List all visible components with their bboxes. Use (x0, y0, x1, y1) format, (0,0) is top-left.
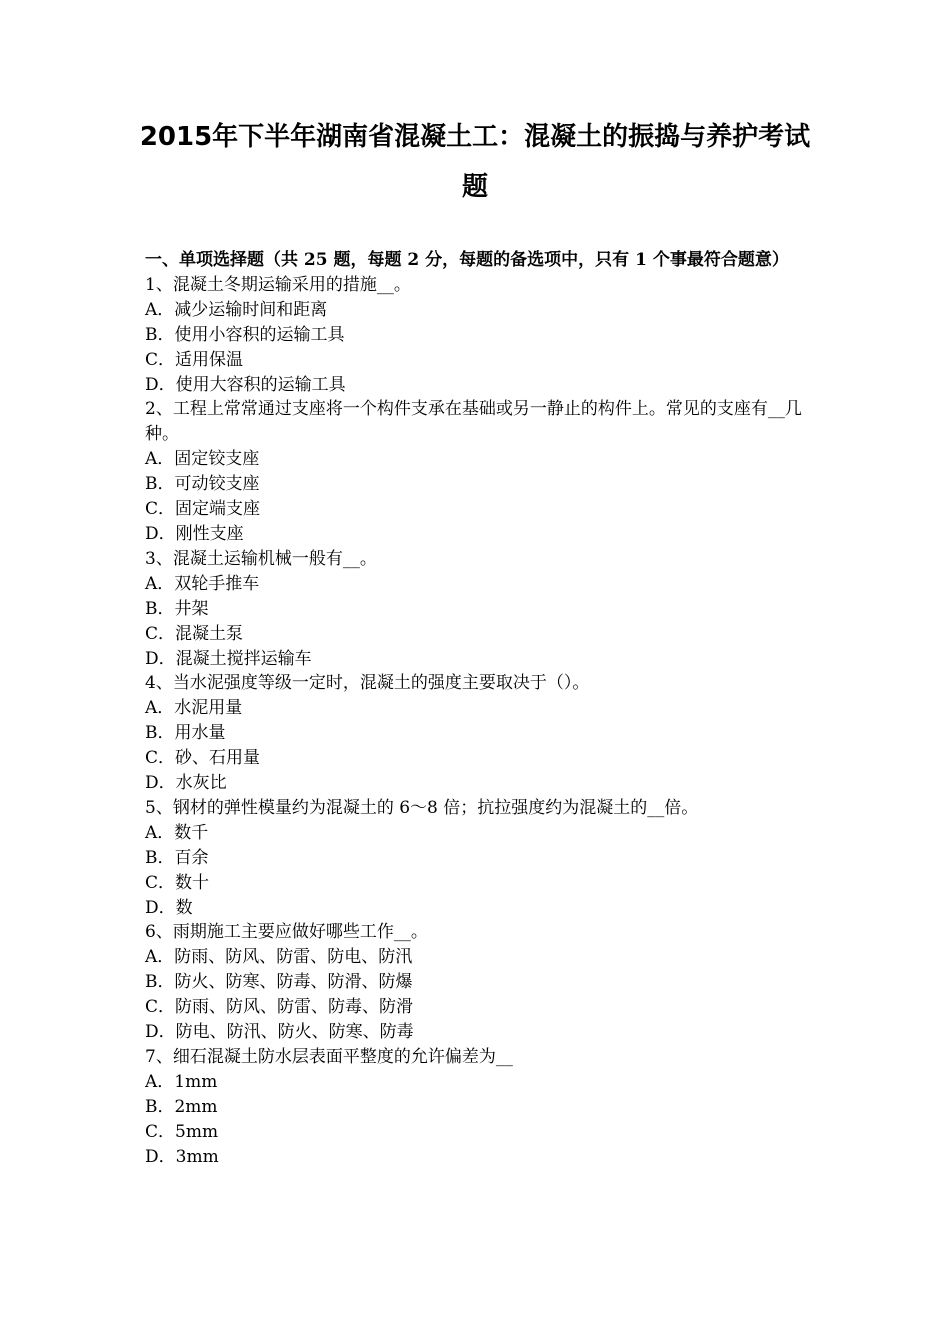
document-body (145, 248, 810, 1170)
option-c: C．数十 (145, 872, 210, 893)
question-4 (145, 671, 810, 796)
option-b: B．防火、防寒、防毒、防滑、防爆 (145, 972, 413, 993)
option-b: B．井架 (145, 598, 209, 619)
option-a: A．数千 (145, 822, 209, 843)
option-a: A．减少运输时间和距离 (145, 299, 328, 320)
option-c: C．防雨、防风、防雷、防毒、防滑 (145, 997, 414, 1018)
option-a: A．水泥用量 (145, 698, 243, 719)
option-b: B．2mm (145, 1096, 218, 1117)
question-3 (145, 547, 810, 672)
option-c: C．适用保温 (145, 349, 244, 370)
option-c: C．固定端支座 (145, 499, 261, 520)
question-stem: 4、当水泥强度等级一定时，混凝土的强度主要取决于（）。 (145, 673, 590, 694)
option-b: B．百余 (145, 847, 209, 868)
option-a: A．防雨、防风、防雷、防电、防汛 (145, 947, 413, 968)
option-d: D．混凝土搅拌运输车 (145, 648, 312, 669)
title-line-2: 题 (461, 172, 488, 202)
question-stem: 5、钢材的弹性模量约为混凝土的 6～8 倍；抗拉强度约为混凝土的__倍。 (145, 797, 699, 818)
option-b: B．使用小容积的运输工具 (145, 324, 345, 345)
option-d: D．水灰比 (145, 773, 227, 794)
section-heading: 一、单项选择题（共 25 题，每题 2 分，每题的备选项中，只有 1 个事最符合题意） (145, 250, 789, 270)
option-a: A．固定铰支座 (145, 449, 260, 470)
question-stem: 1、混凝土冬期运输采用的措施__。 (145, 274, 411, 295)
option-d: D．防电、防汛、防火、防寒、防毒 (145, 1022, 414, 1043)
question-stem: 7、细石混凝土防水层表面平整度的允许偏差为__ (145, 1047, 513, 1067)
option-b: B．可动铰支座 (145, 474, 260, 495)
question-stem: 6、雨期施工主要应做好哪些工作__。 (145, 922, 428, 943)
document-title (120, 112, 830, 212)
question-2 (145, 397, 810, 546)
option-a: A．双轮手推车 (145, 573, 260, 594)
question-6 (145, 920, 810, 1045)
option-c: C．5mm (145, 1121, 219, 1142)
question-5 (145, 796, 810, 921)
option-a: A．1mm (145, 1071, 218, 1092)
question-7 (145, 1045, 810, 1170)
question-stem: 3、混凝土运输机械一般有__。 (145, 548, 377, 569)
option-c: C．砂、石用量 (145, 748, 261, 769)
option-c: C．混凝土泵 (145, 623, 244, 644)
option-b: B．用水量 (145, 723, 226, 744)
question-stem: 2、工程上常常通过支座将一个构件支承在基础或另一静止的构件上。常见的支座有__几种。 (145, 399, 802, 445)
option-d: D．使用大容积的运输工具 (145, 374, 346, 395)
option-d: D．3mm (145, 1146, 219, 1167)
option-d: D．数 (145, 897, 193, 918)
title-line-1: 2015年下半年湖南省混凝土工：混凝土的振捣与养护考试 (139, 122, 811, 152)
question-1 (145, 273, 810, 398)
option-d: D．刚性支座 (145, 523, 244, 544)
